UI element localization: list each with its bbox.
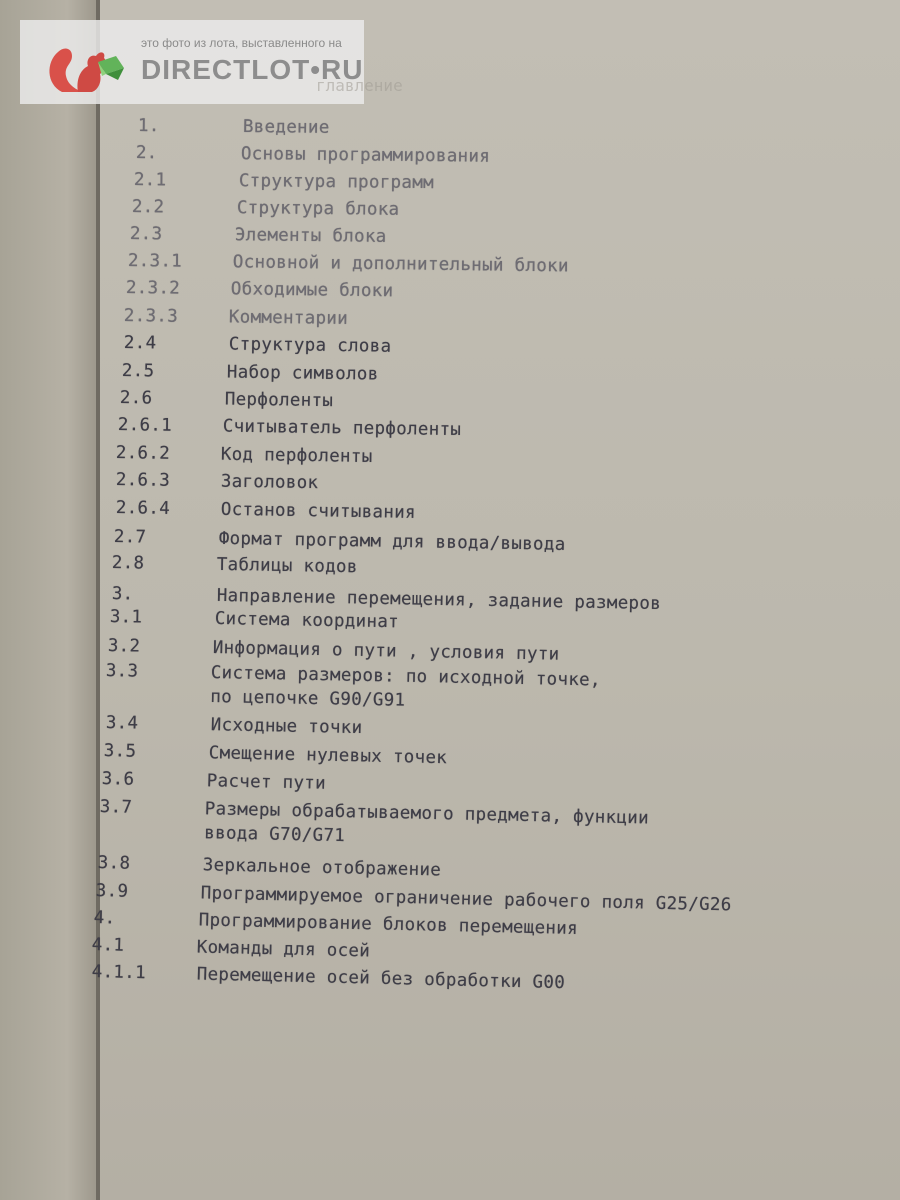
toc-entry-title: Формат программ для ввода/вывода — [218, 528, 566, 555]
toc-entry-number: 3.3 — [105, 661, 139, 682]
toc-entry-number: 3.1 — [109, 607, 143, 628]
toc-entry-title: Код перфоленты — [220, 444, 373, 468]
toc-entry-number: 2. — [135, 143, 158, 164]
toc-entry-title: Перемещение осей без обработки G00 — [196, 964, 566, 994]
toc-entry-number: 2.3.3 — [123, 306, 179, 327]
toc-entry-title: Расчет пути — [206, 771, 327, 794]
toc-entry-number: 3.8 — [97, 853, 131, 874]
toc-entry-title: Команды для осей — [196, 937, 371, 962]
toc-entry-number: 3.2 — [107, 636, 141, 657]
toc-entry-title: Программирование блоков перемещения — [198, 910, 579, 939]
toc-entry-title: Информация о пути , условия пути — [212, 638, 560, 665]
facing-page-edge — [0, 0, 96, 1200]
toc-entry-title: Размеры обрабатываемого предмета, функции — [204, 799, 650, 829]
toc-entry-number: 2.6.4 — [115, 498, 171, 519]
toc-entry-number: 3.6 — [101, 769, 135, 790]
squirrel-logo-icon — [42, 32, 132, 100]
toc-entry-number: 2.1 — [133, 170, 167, 191]
toc-entry-title: Перфоленты — [224, 389, 334, 412]
toc-entry-number: 2.8 — [111, 553, 145, 574]
toc-entry-number: 2.6.3 — [115, 470, 171, 491]
toc-entry-number: 2.2 — [131, 197, 165, 218]
toc-entry-title: Введение — [242, 117, 330, 138]
toc-entry-number: 2.3.1 — [127, 251, 183, 272]
toc-entry-number: 3.5 — [103, 741, 137, 762]
toc-entry-number: 3.7 — [99, 797, 133, 818]
toc-entry-number: 4. — [93, 908, 116, 929]
toc-entry-title: Набор символов — [226, 362, 379, 385]
toc-entry-number: 3. — [111, 584, 134, 605]
toc-entry-title: Зеркальное отображение — [202, 855, 442, 881]
toc-entry-number: 2.5 — [121, 361, 155, 382]
toc-entry-number: 3.9 — [95, 881, 129, 902]
toc-entry-number: 2.6 — [119, 388, 153, 409]
toc-entry-number: 3.4 — [105, 713, 139, 734]
toc-entry-title: Структура слова — [228, 334, 392, 357]
toc-entry-title: Структура программ — [238, 171, 435, 194]
toc-entry-number: 4.1.1 — [91, 962, 147, 984]
toc-entry-title: Основной и дополнительный блоки — [232, 252, 569, 277]
page-heading-fragment: главление — [316, 76, 403, 95]
toc-entry-number: 2.3 — [129, 224, 163, 245]
watermark — [20, 20, 403, 104]
toc-entry-title: Программируемое ограничение рабочего поля G25/G26 — [200, 883, 732, 916]
toc-entry-title: Исходные точки — [210, 715, 363, 739]
toc-entry-title: Считыватель перфоленты — [222, 416, 462, 441]
toc-entry-title: Система размеров: по исходной точке, — [210, 663, 602, 691]
toc-entry-title: Заголовок — [220, 471, 319, 494]
watermark-brand: DIRECTLOT•RU — [141, 54, 364, 85]
toc-entry-title-continuation: ввода G70/G71 — [204, 823, 346, 847]
toc-entry-number: 2.4 — [123, 333, 157, 354]
toc-entry-title: Система координат — [214, 608, 400, 633]
toc-entry-title: Смещение нулевых точек — [208, 743, 448, 769]
toc-entry-title: Направление перемещения, задание размеров — [216, 585, 662, 615]
toc-entry-title: Останов считывания — [220, 499, 417, 523]
toc-entry-title-continuation: по цепочке G90/G91 — [210, 687, 406, 711]
toc-entry-title: Таблицы кодов — [216, 554, 358, 578]
toc-entry-title: Структура блока — [236, 198, 400, 220]
toc-entry-number: 2.7 — [113, 527, 147, 548]
watermark-caption: это фото из лота, выставленного на — [141, 36, 342, 50]
toc-entry-number: 2.6.2 — [115, 443, 171, 464]
toc-entry-number: 2.3.2 — [125, 278, 181, 299]
toc-entry-title: Элементы блока — [234, 225, 387, 247]
toc-entry-number: 1. — [137, 116, 160, 137]
toc-entry-number: 4.1 — [91, 935, 125, 956]
toc-entry-title: Основы программирования — [240, 144, 491, 167]
toc-entry-title: Комментарии — [228, 307, 349, 329]
toc-entry-number: 2.6.1 — [117, 415, 173, 436]
toc-entry-title: Обходимые блоки — [230, 279, 394, 302]
